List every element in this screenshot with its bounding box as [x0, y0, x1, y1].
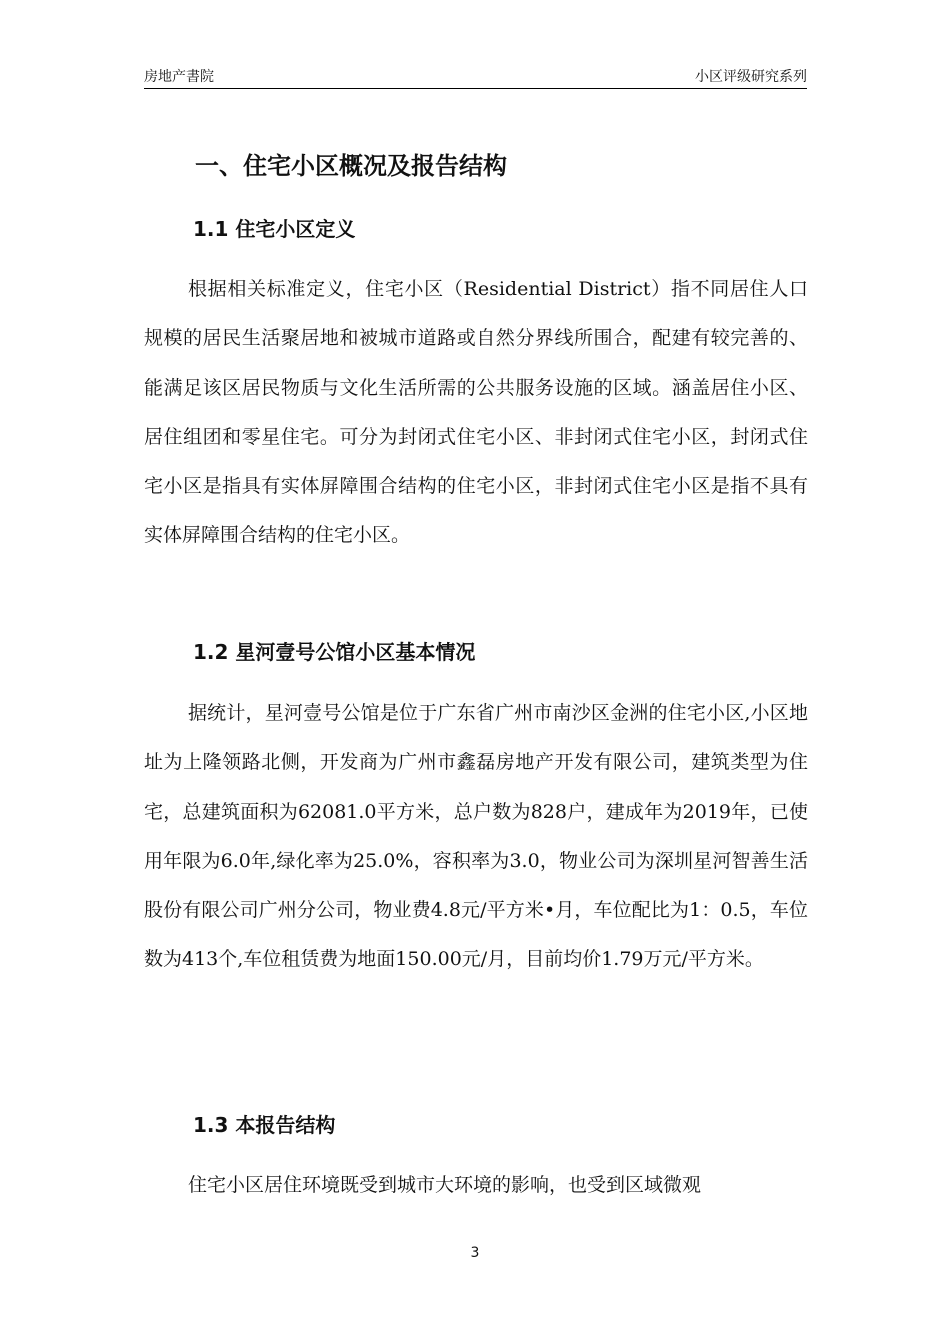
header-right-title: 小区评级研究系列 [695, 69, 807, 85]
section-title: 一、住宅小区概况及报告结构 [195, 152, 507, 180]
paragraph-basic-info: 据统计，星河壹号公馆是位于广东省广州市南沙区金洲的住宅小区,小区地址为上隆领路北侧，开发商为广州市鑫磊房地产开发有限公司，建筑类型为住宅，总建筑面积为62081.0平方米，总户数为828户，建成年为2019年，已使用年限为6.0年,绿化率为25.0%，容积率为3.0，物业公司为深圳星河智善生活股份有限公司广州分公司，物业费4.8元/平方米•月，车位配比为1：0.5，车位数为413个,车位租赁费为地面150.00元/月，目前均价1.79万元/平方米。 [144, 702, 808, 971]
paragraph-definition: 根据相关标准定义，住宅小区（Residential District）指不同居住人口规模的居民生活聚居地和被城市道路或自然分界线所围合，配建有较完善的、能满足该区居民物质与文化生活所需的公共服务设施的区域。涵盖居住小区、居住组团和零星住宅。可分为封闭式住宅小区、非封闭式住宅小区，封闭式住宅小区是指具有实体屏障围合结构的住宅小区，非封闭式住宅小区是指不具有实体屏障围合结构的住宅小区。 [144, 278, 808, 547]
page-header [144, 66, 807, 90]
subsection-title-1-2: 1.2 星河壹号公馆小区基本情况 [193, 640, 476, 664]
subsection-title-1-3: 1.3 本报告结构 [193, 1113, 336, 1137]
header-divider [144, 88, 807, 89]
header-left-title: 房地产書院 [144, 69, 214, 85]
page-number: 3 [470, 1245, 480, 1261]
subsection-title-1-1: 1.1 住宅小区定义 [193, 217, 356, 241]
paragraph-report-structure: 住宅小区居住环境既受到城市大环境的影响，也受到区域微观 [188, 1174, 702, 1196]
